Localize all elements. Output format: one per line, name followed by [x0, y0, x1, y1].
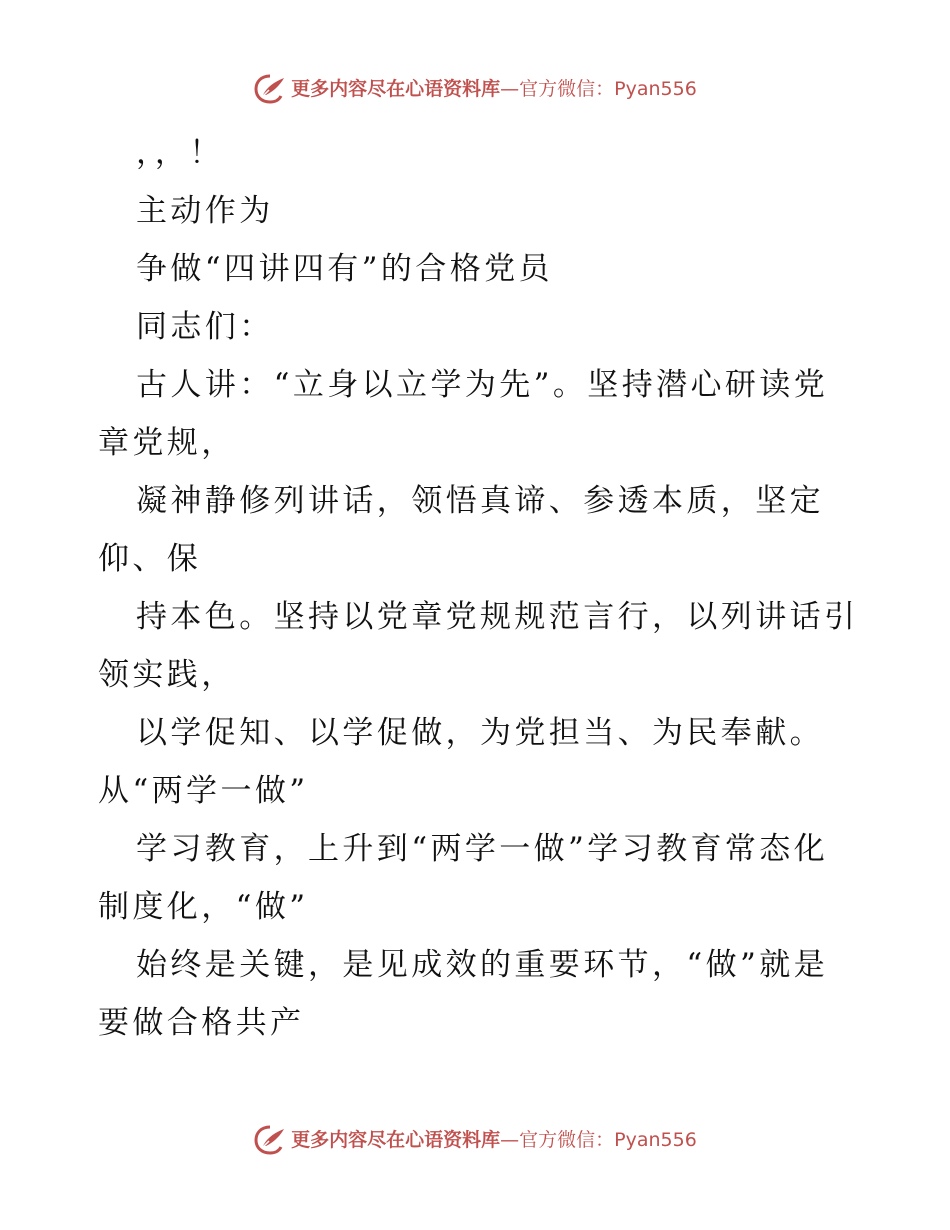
text-line: 制度化，“做” [98, 889, 309, 925]
watermark-wechat: 官方微信：Pyan556 [519, 1129, 697, 1151]
text-line: 仰、保 [98, 541, 202, 577]
text-line: 学习教育，上升到“两学一做”学习教育常态化 [136, 831, 829, 867]
text-line: 主动作为 [136, 193, 274, 229]
text-line: 同志们： [136, 309, 274, 345]
text-line: 始终是关键，是见成效的重要环节，“做”就是 [136, 947, 829, 983]
footer-watermark [0, 1124, 950, 1156]
text-line: 古人讲：“立身以立学为先”。坚持潜心研读党 [136, 367, 829, 403]
text-line: 以学促知、以学促做，为党担当、为民奉献。 [136, 715, 824, 751]
watermark-dash: — [500, 78, 520, 100]
text-line: 领实践， [98, 657, 236, 693]
header-watermark [0, 73, 950, 105]
text-line: 持本色。坚持以党章党规规范言行，以列讲话引 [136, 599, 859, 635]
text-line: ，，！ [136, 135, 224, 171]
text-line: 章党规， [98, 425, 236, 461]
text-line: 从“两学一做” [98, 773, 309, 809]
watermark-wechat: 官方微信：Pyan556 [519, 78, 697, 100]
text-line: 凝神静修列讲话，领悟真谛、参透本质，坚定 [136, 483, 824, 519]
document-body [98, 124, 858, 1052]
text-line: 要做合格共产 [98, 1005, 305, 1041]
watermark-site-name: 更多内容尽在心语资料库 [291, 1129, 501, 1151]
text-line: 争做“四讲四有”的合格党员 [136, 251, 553, 287]
watermark-site-name: 更多内容尽在心语资料库 [291, 78, 501, 100]
feather-pen-logo-icon [253, 73, 287, 105]
watermark-dash: — [500, 1129, 520, 1151]
feather-pen-logo-icon [253, 1124, 287, 1156]
